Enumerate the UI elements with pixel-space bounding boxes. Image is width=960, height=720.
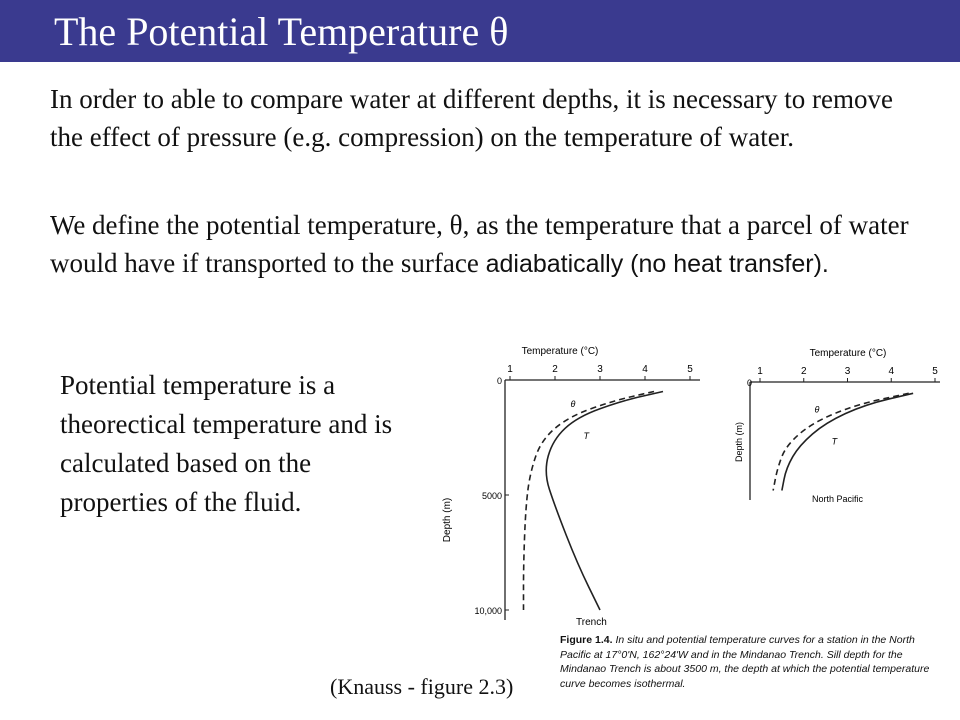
series-potential-temperature-line (773, 393, 909, 490)
chart1-title: Temperature (°C) (521, 346, 599, 357)
series-label: T (583, 430, 589, 441)
series-in-situ-temperature-line (546, 392, 663, 611)
side-note: Potential temperature is a theorectical temperature and is calculated based on the properties of the fluid. (60, 370, 393, 517)
chart1-x-tick-label: 3 (597, 364, 603, 375)
chart1-x-tick-label: 1 (507, 364, 513, 375)
series-label: θ (570, 398, 576, 409)
chart2-y-tick-label: 0 (746, 378, 752, 388)
paragraph-pressure-effect: In order to able to compare water at different depths, it is necessary to remove the effect of pressure (e.g. compression) on the temperature of water. (50, 84, 893, 152)
trench-plot (442, 346, 700, 628)
caption-label: Figure 1.4. (560, 634, 613, 646)
series-label: T (831, 436, 838, 447)
chart2-series (773, 393, 913, 490)
paragraph-definition (50, 206, 930, 283)
series-potential-temperature-line (524, 392, 655, 611)
chart2-x-tick-label: 2 (800, 366, 807, 377)
figure-plots (430, 330, 950, 630)
chart2-x-tick-label: 1 (757, 366, 763, 377)
caption-text: In situ and potential temperature curves for a station in the North Pacific at 17°0'N, 162°24'W and in the Mindanao Trench. Sill depth for the Mindanao Trench is about 3500 m, the depth at which the potential temperature curve becomes isothermal. (560, 634, 930, 690)
chart1-y-tick-label: 10,000 (474, 606, 502, 616)
citation: (Knauss - figure 2.3) (330, 674, 514, 699)
chart2-x-tick-label: 3 (844, 366, 851, 377)
chart1-y-tick-label: 0 (496, 376, 502, 386)
definition-text: We define the potential temperature, θ, as the temperature that a parcel of water would have if transported to the surface (50, 210, 909, 278)
chart2-title: Temperature (°C) (809, 348, 887, 359)
adiabatic-text: adiabatically (no heat transfer). (485, 250, 829, 278)
chart2-x-tick-label: 4 (888, 366, 895, 377)
north-pacific-plot (734, 348, 940, 504)
chart1-series (524, 392, 664, 611)
chart2-ylabel: Depth (m) (734, 421, 744, 463)
chart2-x-tick-label: 5 (932, 366, 938, 377)
chart2-y-ticks (747, 378, 759, 388)
slide-title: The Potential Temperature θ (54, 9, 509, 54)
chart1-y-ticks (474, 376, 509, 616)
chart1-x-tick-label: 2 (552, 364, 558, 375)
figure-caption (560, 633, 945, 691)
chart1-annotation: Trench (576, 617, 607, 628)
chart1-x-tick-label: 4 (642, 364, 648, 375)
series-label: θ (814, 404, 820, 415)
chart1-ylabel: Depth (m) (442, 497, 453, 543)
chart2-x-ticks (757, 366, 938, 382)
chart1-y-tick-label: 5000 (481, 491, 502, 501)
chart1-x-ticks (507, 364, 693, 380)
chart2-annotation: North Pacific (812, 494, 864, 504)
chart1-x-tick-label: 5 (687, 364, 693, 375)
